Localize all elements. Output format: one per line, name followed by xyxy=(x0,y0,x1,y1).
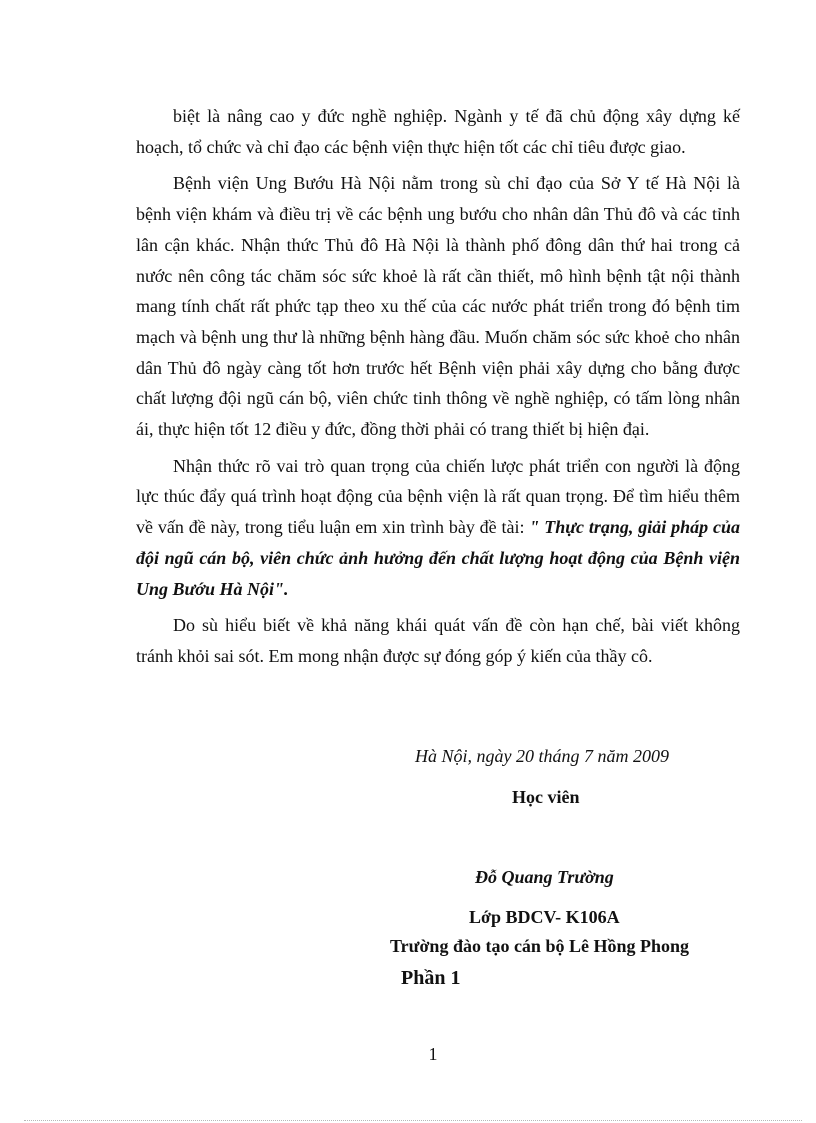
paragraph-1-text: biệt là nâng cao y đức nghề nghiệp. Ngành y tế đã chủ động xây dựng kế hoạch, tổ chức và chỉ đạo các bệnh viện thực hiện tốt các chỉ tiêu được giao. xyxy=(136,106,740,157)
body-text xyxy=(136,101,740,678)
signature-school: Trường đào tạo cán bộ Lê Hồng Phong xyxy=(390,936,689,956)
section-heading: Phần 1 xyxy=(401,967,461,989)
thesis-title: " Thực trạng, giải pháp của đội ngũ cán bộ, viên chức ảnh hưởng đến chất lượng hoạt động của Bệnh viện Ung Bướu Hà Nội". xyxy=(136,517,740,599)
signature-role: Học viên xyxy=(512,787,580,807)
paragraph-4 xyxy=(136,610,740,671)
page-bottom-border xyxy=(24,1120,802,1121)
signature-name: Đỗ Quang Trường xyxy=(475,867,614,887)
signature-class: Lớp BDCV- K106A xyxy=(469,907,620,927)
paragraph-2 xyxy=(136,168,740,444)
paragraph-3 xyxy=(136,451,740,605)
page-number: 1 xyxy=(428,1044,438,1064)
paragraph-4-text: Do sù hiểu biết về khả năng khái quát vấn đề còn hạn chế, bài viết không tránh khỏi sai sót. Em mong nhận được sự đóng góp ý kiến của thầy cô. xyxy=(136,615,740,666)
paragraph-3-text: Nhận thức rõ vai trò quan trọng của chiến lược phát triển con người là động lực thúc đẩy quá trình hoạt động của bệnh viện là rất quan trọng. Để tìm hiểu thêm về vấn đề này, trong tiểu luận em xin trình bày đề tài: xyxy=(136,455,740,538)
paragraph-1 xyxy=(136,101,740,162)
signature-date: Hà Nội, ngày 20 tháng 7 năm 2009 xyxy=(415,746,669,766)
paragraph-2-text: Bệnh viện Ung Bướu Hà Nội nằm trong sù chỉ đạo của Sở Y tế Hà Nội là bệnh viện khám và điều trị về các bệnh ung bướu cho nhân dân Thủ đô và các tỉnh lân cận khác. Nhận thức Thủ đô Hà Nội là thành phố đông dân thứ hai trong cả nước nên công tác chăm sóc sức khoẻ là rất cần thiết, mô hình bệnh tật nội thành mang tính chất rất phức tạp theo xu thế của các nước phát triển trong đó bệnh tim mạch và bệnh ung thư là những bệnh hàng đầu. Muốn chăm sóc sức khoẻ cho nhân dân Thủ đô ngày càng tốt hơn trước hết Bệnh viện phải xây dựng cho bằng được chất lượng đội ngũ cán bộ, viên chức tinh thông về nghề nghiệp, có tấm lòng nhân ái, thực hiện tốt 12 điều y đức, đồng thời phải có trang thiết bị hiện đại. xyxy=(136,173,740,440)
